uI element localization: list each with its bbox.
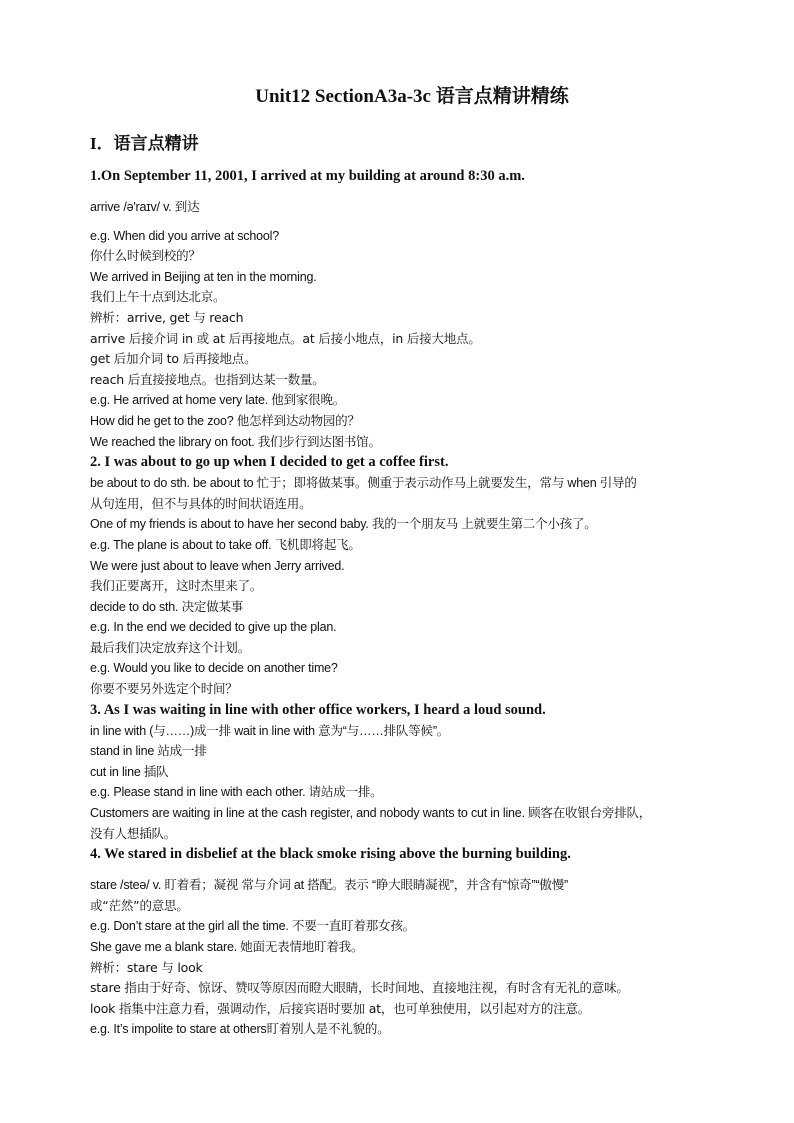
point-heading-4: 4. We stared in disbelief at the black smoke rising above the burning building. xyxy=(90,846,571,863)
vocab-line: arrive /ə'raɪv/ v. 到达 xyxy=(90,200,200,214)
point-heading-2: 2. I was about to go up when I decided to get a coffee first. xyxy=(90,454,449,471)
text-line: be about to do sth. be about to 忙于；即将做某事。侧重于表示动作马上就要发生，常与 when 引导的 xyxy=(90,476,637,491)
text-line: stand in line 站成一排 xyxy=(90,744,207,759)
text-line: She gave me a blank stare. 她面无表情地盯着我。 xyxy=(90,940,364,954)
text-line: 你要不要另外选定个时间？ xyxy=(90,681,238,697)
text-line: Customers are waiting in line at the cash register, and nobody wants to cut in line. 顾客在收银台旁排队， xyxy=(90,806,652,821)
text-line: 或“茫然”的意思。 xyxy=(90,897,189,913)
text-line: e.g. Would you like to decide on another time? xyxy=(90,661,338,676)
text-line: reach 后直接接地点。也指到达某一数量。 xyxy=(90,371,325,387)
text-line: e.g. Don’t stare at the girl all the time. 不要一直盯着那女孩。 xyxy=(90,919,415,934)
text-line: get 后加介词 to 后再接地点。 xyxy=(90,351,257,367)
text-line: e.g. In the end we decided to give up the plan. xyxy=(90,620,337,635)
point-heading-3: 3. As I was waiting in line with other office workers, I heard a loud sound. xyxy=(90,701,546,718)
text-line: 辨析：stare 与 look xyxy=(90,959,203,975)
text-line: 没有人想插队。 xyxy=(90,825,177,841)
text-line: One of my friends is about to have her second baby. 我的一个朋友马 上就要生第二个小孩了。 xyxy=(90,517,597,532)
point-heading-1: 1.On September 11, 2001, I arrived at my building at around 8:30 a.m. xyxy=(90,168,525,184)
text-line: stare 指由于好奇、惊讶、赞叹等原因而瞪大眼睛，长时间地、直接地注视，有时含有无礼的意味。 xyxy=(90,980,629,996)
text-line: arrive 后接介词 in 或 at 后再接地点。at 后接小地点，in 后接大地点。 xyxy=(90,330,481,346)
section-heading: I．语言点精讲 xyxy=(90,134,199,153)
text-line: look 指集中注意力看，强调动作，后接宾语时要加 at，也可单独使用，以引起对方的注意。 xyxy=(90,1000,591,1016)
text-line: e.g. When did you arrive at school? xyxy=(90,228,279,243)
text-line: e.g. He arrived at home very late. 他到家很晚。 xyxy=(90,393,346,408)
text-line: e.g. Please stand in line with each other. 请站成一排。 xyxy=(90,785,383,800)
document-title: Unit12 SectionA3a-3c 语言点精讲精练 xyxy=(255,86,569,107)
text-line: decide to do sth. 决定做某事 xyxy=(90,599,244,614)
text-line: in line with (与……)成一排 wait in line with 意为“与……排队等候”。 xyxy=(90,723,450,738)
text-line: 你什么时候到校的？ xyxy=(90,248,201,264)
text-line: 从句连用，但不与具体的时间状语连用。 xyxy=(90,495,312,511)
text-line: 我们正要离开，这时杰里来了。 xyxy=(90,578,263,594)
vocab-line: stare /steə/ v. 盯着看；凝视 常与介词 at 搭配。表示 “睁大眼睛凝视”，并含有“惊奇”“傲慢” xyxy=(90,878,568,893)
text-line: How did he get to the zoo? 他怎样到达动物园的？ xyxy=(90,413,360,428)
text-line: 辨析：arrive, get 与 reach xyxy=(90,309,244,325)
text-line: 我们上午十点到达北京。 xyxy=(90,289,226,305)
text-line: We were just about to leave when Jerry arrived. xyxy=(90,558,345,573)
text-line: cut in line 插队 xyxy=(90,764,169,779)
text-line: e.g. The plane is about to take off. 飞机即将起飞。 xyxy=(90,537,361,552)
text-line: We arrived in Beijing at ten in the morning. xyxy=(90,269,317,284)
text-line: 最后我们决定放弃这个计划。 xyxy=(90,639,250,655)
text-line: e.g. It’s impolite to stare at others盯着别人是不礼貌的。 xyxy=(90,1022,390,1037)
text-line: We reached the library on foot. 我们步行到达图书馆。 xyxy=(90,434,381,449)
